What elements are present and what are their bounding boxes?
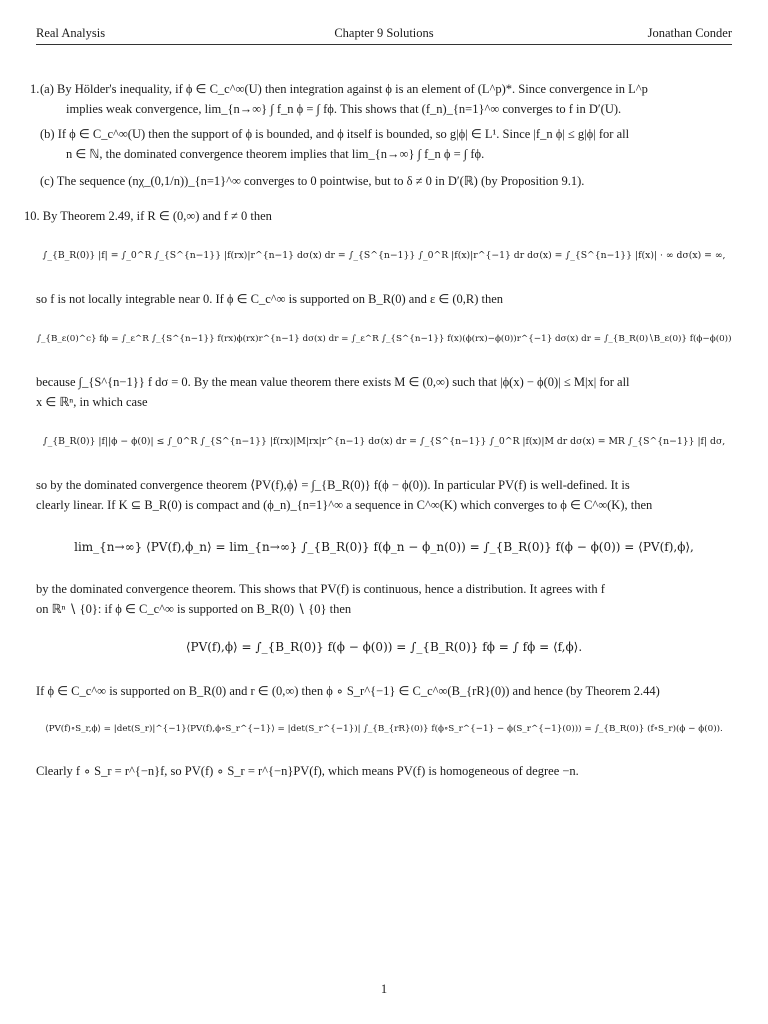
header-course-title: Real Analysis [36,26,106,40]
paragraph-7: Clearly f ∘ S_r = r^{−n}f, so PV(f) ∘ S_r = r^{−n}PV(f), which means PV(f) is homogeneous of degree −n. [36,764,579,778]
problem-1a-line-2: implies weak convergence, lim_{n→∞} ∫ f_n ϕ = ∫ fϕ. This shows that (f_n)_{n=1}^∞ converges to f in D′(U). [66,102,622,116]
header-author: Jonathan Conder [647,26,732,40]
problem-1a-text: By Hölder's inequality, if ϕ ∈ C_c^∞(U) then integration against ϕ is an element of (L^p)*. Since convergence in L^p [57,82,648,96]
equation-3: ∫_{B_R(0)} |f||ϕ − ϕ(0)| ≤ ∫_0^R ∫_{S^{n−1}} |f(rx)|M|rx|r^{n−1} dσ(x) dr = ∫_{S^{n−1}} ∫_0^R |f(x)|M dr dσ(x) = MR ∫_{S^{n−1}} |f| dσ, [42,436,726,447]
paragraph-3-line-2: x ∈ ℝⁿ, in which case [36,395,148,409]
paragraph-5-line-1: by the dominated convergence theorem. This shows that PV(f) is continuous, hence a distribution. It agrees with f [36,582,605,596]
problem-10-number: 10. [24,209,40,223]
problem-10-intro [24,207,732,226]
paragraph-6: If ϕ ∈ C_c^∞ is supported on B_R(0) and r ∈ (0,∞) then ϕ ∘ S_r^{−1} ∈ C_c^∞(B_{rR}(0)) and hence (by Theorem 2.44) [36,684,660,698]
problem-1b-line-2: n ∈ ℕ, the dominated convergence theorem implies that lim_{n→∞} ∫ f_n ϕ = ∫ fϕ. [66,147,485,161]
paragraph-4-line-2: clearly linear. If K ⊆ B_R(0) is compact and (ϕ_n)_{n=1}^∞ a sequence in C^∞(K) which converges to ϕ ∈ C^∞(K), then [36,498,653,512]
header-chapter-title: Chapter 9 Solutions [334,26,434,40]
problem-1b-label: (b) [40,127,55,141]
problem-1a-line-1 [40,80,732,99]
page-number: 1 [380,982,388,996]
problem-1c-line-1 [40,172,732,191]
equation-6: ⟨PV(f)∘S_r,ϕ⟩ = |det(S_r)|^{−1}⟨PV(f),ϕ∘S_r^{−1}⟩ = |det(S_r^{−1})| ∫_{B_{rR}(0)} f(ϕ∘S_r^{−1} − ϕ(S_r^{−1}(0))) = ∫_{B_R(0)} (f∘S_r)(ϕ − ϕ(0)). [45,724,723,734]
equation-5: ⟨PV(f),ϕ⟩ = ∫_{B_R(0)} f(ϕ − ϕ(0)) = ∫_{B_R(0)} fϕ = ∫ fϕ = ⟨f,ϕ⟩. [185,640,583,654]
equation-2: ∫_{B_ε(0)^c} fϕ = ∫_ε^R ∫_{S^{n−1}} f(rx)ϕ(rx)r^{n−1} dσ(x) dr = ∫_ε^R ∫_{S^{n−1}} f(x)(ϕ(rx)−ϕ(0))r^{−1} dσ(x) dr = ∫_{B_R(0)∖B_ε(0)} f(ϕ−ϕ(0)) [36,334,732,344]
problem-1c-text: The sequence (nχ_(0,1/n))_{n=1}^∞ converges to 0 pointwise, but to δ ≠ 0 in D′(ℝ) (by Proposition 9.1). [56,174,585,188]
equation-4: lim_{n→∞} ⟨PV(f),ϕ_n⟩ = lim_{n→∞} ∫_{B_R(0)} f(ϕ_n − ϕ_n(0)) = ∫_{B_R(0)} f(ϕ − ϕ(0)) = ⟨PV(f),ϕ⟩, [74,540,694,554]
problem-1b-line-1 [40,125,732,144]
paragraph-3-line-1: because ∫_{S^{n−1}} f dσ = 0. By the mean value theorem there exists M ∈ (0,∞) such that |ϕ(x) − ϕ(0)| ≤ M|x| for all [36,375,630,389]
paragraph-4-line-1: so by the dominated convergence theorem ⟨PV(f),ϕ⟩ = ∫_{B_R(0)} f(ϕ − ϕ(0)). In particular PV(f) is well-defined. It is [36,478,630,492]
equation-1: ∫_{B_R(0)} |f| = ∫_0^R ∫_{S^{n−1}} |f(rx)|r^{n−1} dσ(x) dr = ∫_{S^{n−1}} ∫_0^R |f(x)|r^{−1} dr dσ(x) = ∫_{S^{n−1}} |f(x)| · ∞ dσ(x) = ∞, [42,250,726,261]
problem-10-intro-text: By Theorem 2.49, if R ∈ (0,∞) and f ≠ 0 then [42,209,272,223]
paragraph-2: so f is not locally integrable near 0. If ϕ ∈ C_c^∞ is supported on B_R(0) and ε ∈ (0,R) then [36,292,504,306]
problem-1-number: 1. [30,82,40,96]
problem-1a-label: (a) [40,82,54,96]
problem-1b-text: If ϕ ∈ C_c^∞(U) then the support of ϕ is bounded, and ϕ itself is bounded, so g|ϕ| ∈ L¹. Since |f_n ϕ| ≤ g|ϕ| for all [57,127,630,141]
page-header [36,26,732,44]
header-rule [36,44,732,45]
problem-1c-label: (c) [40,174,54,188]
paragraph-5-line-2: on ℝⁿ ∖ {0}: if ϕ ∈ C_c^∞ is supported on B_R(0) ∖ {0} then [36,602,352,616]
